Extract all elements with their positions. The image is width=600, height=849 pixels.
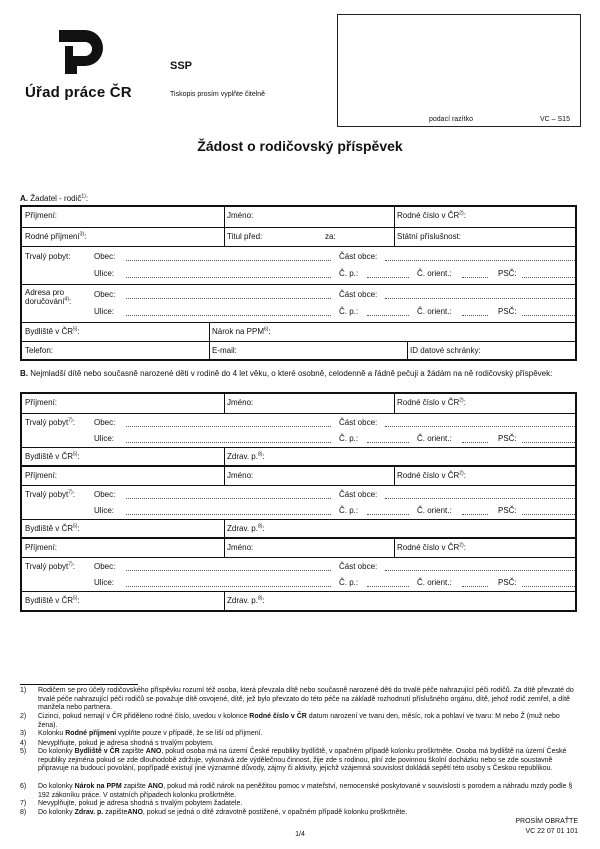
town-input[interactable]	[126, 426, 331, 427]
ppm-claim-field[interactable]: Nárok na PPM$^{6)}$:	[212, 326, 271, 336]
child-surname-field[interactable]: Příjmení:	[25, 398, 58, 407]
child-health-field[interactable]: Zdrav. p.$^{8)}$:	[227, 451, 265, 461]
town-input[interactable]	[126, 260, 331, 261]
postcode-input[interactable]	[522, 586, 575, 587]
street-input[interactable]	[126, 586, 331, 587]
mailing-address-row	[22, 284, 575, 322]
email-field[interactable]: E-mail:	[212, 346, 237, 355]
footnote-rule	[20, 684, 138, 685]
street-input[interactable]	[126, 514, 331, 515]
databox-field[interactable]: ID datové schránky:	[410, 346, 481, 355]
child-first-name-field[interactable]: Jméno:	[227, 398, 254, 407]
child-1-residence-row	[22, 413, 575, 447]
child-health-field[interactable]: Zdrav. p.$^{8)}$:	[227, 523, 265, 533]
town-label: Obec:	[94, 252, 116, 261]
child-residence-label: Trvalý pobyt$^{7)}$:	[25, 489, 75, 499]
birth-number-field[interactable]: Rodné číslo v ČR$^{2)}$:	[397, 210, 466, 220]
child-health-field[interactable]: Zdrav. p.$^{8)}$:	[227, 595, 265, 605]
page-title: Žádost o rodičovský příspěvek	[197, 138, 403, 154]
street-label: Ulice:	[94, 434, 115, 443]
postcode-input[interactable]	[522, 442, 575, 443]
street-label: Ulice:	[94, 269, 115, 278]
form-abbreviation: SSP	[170, 60, 193, 72]
postcode-input[interactable]	[522, 315, 575, 316]
form-code: VC – S15	[540, 116, 570, 123]
house-no-input[interactable]	[367, 277, 409, 278]
section-b-heading: B. Nejmladší dítě nebo současně narozené děti v rodině do 4 let věku, o které osobně, celodenně a řádně pečuji a žádám na ně rodičovský příspěvek:	[20, 369, 553, 378]
town-part-input[interactable]	[385, 426, 575, 427]
postcode-input[interactable]	[522, 277, 575, 278]
footnote: 3) Kolonku Rodné příjmení vyplňte pouze v případě, že se liší od příjmení.	[20, 730, 263, 737]
phone-field[interactable]: Telefon:	[25, 346, 54, 355]
postcode-label: PSČ:	[498, 578, 517, 587]
footnote: 1) Rodičem se pro účely rodičovského příspěvku rozumí též osoba, která převzala dítě nebo současně narozené děti do trvalé péče nahrazující péči rodičů. Za dítě převzaté do trvalé péče nahrazující péči rodičů se považuje dítě osvojené, dítě, jež bylo převzato do této péče na základě rozhodnutí příslušného orgánu, dítě, jehož rodič zemřel, a dítě manžela nebo partnera.	[20, 687, 574, 712]
town-part-input[interactable]	[385, 498, 575, 499]
child-1-name-row	[22, 394, 575, 413]
postcode-label: PSČ:	[498, 434, 517, 443]
postcode-input[interactable]	[522, 514, 575, 515]
town-part-input[interactable]	[385, 260, 575, 261]
orient-no-label: Č. orient.:	[417, 434, 452, 443]
stamp-label: podací razítko	[429, 116, 473, 123]
applicant-name-row	[22, 207, 575, 227]
orient-no-input[interactable]	[462, 277, 488, 278]
orient-no-input[interactable]	[462, 442, 488, 443]
footnote: 5) Do kolonky Bydliště v ČR zapište ANO, pokud osoba má na území České republiky bydliště, v opačném případě kolonku proškrtněte. Osoba má bydliště na území České republiky zejména pokud se zde dlouhodobě zdržuje, vykonává zde výdělečnou činnost, žije zde s rodinou, plní zde povinnou školní docházku nebo se zde soustavně připravuje na budoucí povolání, popřípadě existují jiné významné důvody, zájmy či aktivity, jejichž vzájemná souvislost dokládá sepětí této osoby s Českou republikou.	[20, 748, 567, 773]
child-2-residence-health-row	[22, 519, 575, 538]
town-input[interactable]	[126, 498, 331, 499]
orient-no-label: Č. orient.:	[417, 506, 452, 515]
child-residence-label: Trvalý pobyt$^{7)}$:	[25, 561, 75, 571]
permanent-residence-row	[22, 246, 575, 284]
child-3-residence-health-row	[22, 591, 575, 610]
street-label: Ulice:	[94, 578, 115, 587]
footnote: 4) Nevyplňujte, pokud je adresa shodná s trvalým pobytem.	[20, 740, 214, 747]
child-first-name-field[interactable]: Jméno:	[227, 543, 254, 552]
house-no-label: Č. p.:	[339, 578, 359, 587]
town-label: Obec:	[94, 290, 116, 299]
house-no-input[interactable]	[367, 586, 409, 587]
town-input[interactable]	[126, 570, 331, 571]
section-a-table	[20, 205, 577, 361]
house-no-input[interactable]	[367, 442, 409, 443]
applicant-title-row	[22, 227, 575, 246]
house-no-label: Č. p.:	[339, 506, 359, 515]
child-surname-field[interactable]: Příjmení:	[25, 543, 58, 552]
town-label: Obec:	[94, 490, 116, 499]
permanent-residence-label: Trvalý pobyt:	[25, 252, 71, 261]
child-residence-label: Trvalý pobyt$^{7)}$:	[25, 417, 75, 427]
town-part-label: Část obce:	[339, 252, 378, 261]
footnote: 7) Nevyplňujte, pokud je adresa shodná s trvalým pobytem žadatele.	[20, 800, 243, 807]
orient-no-input[interactable]	[462, 514, 488, 515]
page-number: 1/4	[295, 831, 305, 838]
town-part-label: Část obce:	[339, 418, 378, 427]
footnote: 6) Do kolonky Nárok na PPM zapište ANO, pokud má rodič nárok na peněžitou pomoc v mateřství, nemocenské poskytované v souvislosti s porodem a náhradu mzdy podle § 192 zákoníku práce. V ostatních případech kolonku proškrtněte.	[20, 783, 573, 799]
fill-hint: Tiskopis prosím vyplňte čitelně	[170, 91, 266, 98]
postcode-label: PSČ:	[498, 506, 517, 515]
surname-field[interactable]: Příjmení:	[25, 211, 58, 220]
house-no-label: Č. p.:	[339, 269, 359, 278]
footnote: 2) Cizinci, pokud nemají v ČR přiděleno rodné číslo, uvedou v kolonce Rodné číslo v ČR datum narození ve tvaru den, měsíc, rok a pohlaví ve tvaru: M nebo Ž (muž nebo žena).	[20, 713, 560, 729]
town-part-input[interactable]	[385, 570, 575, 571]
footnote: 8) Do kolonky Zdrav. p. zapišteANO, pokud se jedná o dítě zdravotně postižené, v opačném případě kolonku proškrtněte.	[20, 809, 408, 816]
child-3-residence-row	[22, 557, 575, 591]
street-input[interactable]	[126, 315, 331, 316]
house-no-input[interactable]	[367, 514, 409, 515]
child-1-residence-health-row	[22, 447, 575, 466]
child-residence-cz-field[interactable]: Bydliště v ČR$^{5)}$:	[25, 451, 80, 461]
child-birth-number-field[interactable]: Rodné číslo v ČR$^{2)}$:	[397, 470, 466, 480]
town-part-input[interactable]	[385, 298, 575, 299]
child-residence-cz-field[interactable]: Bydliště v ČR$^{5)}$:	[25, 523, 80, 533]
child-birth-number-field[interactable]: Rodné číslo v ČR$^{2)}$:	[397, 542, 466, 552]
town-part-label: Část obce:	[339, 290, 378, 299]
house-no-label: Č. p.:	[339, 434, 359, 443]
child-first-name-field[interactable]: Jméno:	[227, 471, 254, 480]
section-a-heading: A. Žadatel - rodič$^{1)}$:	[20, 193, 89, 203]
maiden-name-field[interactable]: Rodné příjmení$^{3)}$:	[25, 231, 87, 241]
orient-no-input[interactable]	[462, 586, 488, 587]
stamp-box	[337, 14, 581, 127]
street-input[interactable]	[126, 442, 331, 443]
mailing-address-label: Adresa pro doručování$^{4)}$:	[25, 288, 72, 306]
town-input[interactable]	[126, 298, 331, 299]
urad-prace-logo-icon	[55, 26, 107, 78]
town-label: Obec:	[94, 418, 116, 427]
section-b-table	[20, 392, 577, 612]
child-surname-field[interactable]: Příjmení:	[25, 471, 58, 480]
turn-over-note: PROSÍM OBRAŤTE	[515, 818, 578, 825]
child-2-name-row	[22, 466, 575, 485]
citizenship-field[interactable]: Státní příslušnost:	[397, 232, 462, 241]
orient-no-label: Č. orient.:	[417, 269, 452, 278]
street-input[interactable]	[126, 277, 331, 278]
town-part-label: Část obce:	[339, 490, 378, 499]
town-label: Obec:	[94, 562, 116, 571]
house-no-label: Č. p.:	[339, 307, 359, 316]
child-residence-cz-field[interactable]: Bydliště v ČR$^{5)}$:	[25, 595, 80, 605]
contact-row	[22, 341, 575, 359]
street-label: Ulice:	[94, 506, 115, 515]
first-name-field[interactable]: Jméno:	[227, 211, 254, 220]
postcode-label: PSČ:	[498, 307, 517, 316]
town-part-label: Část obce:	[339, 562, 378, 571]
orient-no-label: Č. orient.:	[417, 307, 452, 316]
orient-no-label: Č. orient.:	[417, 578, 452, 587]
postcode-label: PSČ:	[498, 269, 517, 278]
title-after-field[interactable]: za:	[325, 232, 336, 241]
organization-name: Úřad práce ČR	[25, 84, 132, 101]
child-3-name-row	[22, 538, 575, 557]
title-before-field[interactable]: Titul před:	[227, 232, 263, 241]
residence-cz-field[interactable]: Bydliště v ČR$^{5)}$:	[25, 326, 80, 336]
street-label: Ulice:	[94, 307, 115, 316]
orient-no-input[interactable]	[462, 315, 488, 316]
residence-ppm-row	[22, 322, 575, 341]
house-no-input[interactable]	[367, 315, 409, 316]
form-number: VC 22 07 01 101	[525, 828, 578, 835]
child-birth-number-field[interactable]: Rodné číslo v ČR$^{2)}$:	[397, 397, 466, 407]
child-2-residence-row	[22, 485, 575, 519]
